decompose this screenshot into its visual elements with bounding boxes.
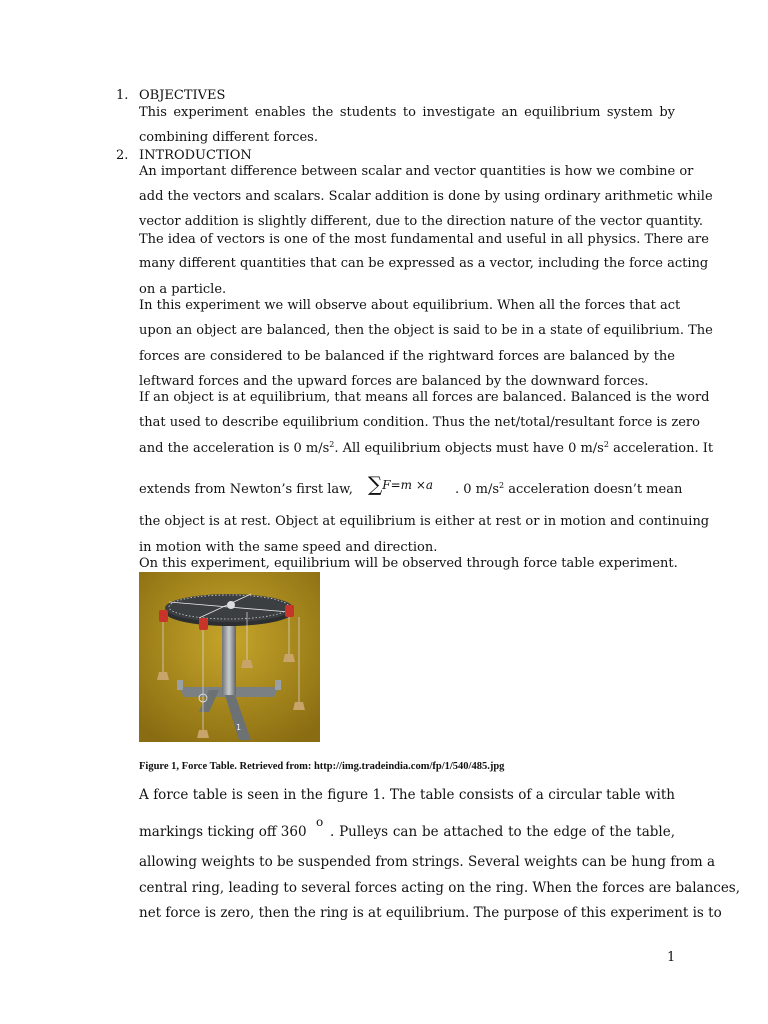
figure-caption: Figure 1, Force Table. Retrieved from: http://img.tradeindia.com/fp/1/540/485.jpg — [139, 761, 505, 772]
intro-p1-line-3: vector addition is slightly different, due to the direction nature of the vector quantity. — [139, 214, 704, 229]
figure-label: 1 — [236, 723, 242, 732]
intro-p2-line-3: on a particle. — [139, 282, 227, 297]
force-table-figure — [139, 572, 320, 742]
section-2-number: 2. — [116, 148, 129, 163]
objectives-line-2: combining different forces. — [139, 130, 318, 145]
intro-p4-line-6: in motion with the same speed and direction. — [139, 540, 438, 555]
intro-p3-line-3: forces are considered to be balanced if the rightward forces are balanced by the — [139, 349, 675, 364]
force-table-line-2b: . Pulleys can be attached to the edge of the table, — [330, 824, 675, 840]
section-2-heading: INTRODUCTION — [139, 148, 252, 163]
page-number: 1 — [667, 950, 676, 965]
intro-p4-line-5: the object is at rest. Object at equilibrium is either at rest or in motion and continuing — [139, 514, 710, 529]
objectives-line-1: This experiment enables the students to investigate an equilibrium system by — [139, 105, 675, 120]
pulley-right — [285, 605, 294, 617]
section-1-heading: OBJECTIVES — [139, 88, 226, 103]
newton-formula: ∑F=m ×a — [368, 472, 434, 496]
intro-p4-line-4a: extends from Newton’s first law, — [139, 482, 353, 497]
intro-p1-line-1: An important difference between scalar and vector quantities is how we combine or — [139, 164, 694, 179]
pulley-front — [199, 618, 208, 630]
intro-p4-line-1: If an object is at equilibrium, that means all forces are balanced. Balanced is the word — [139, 390, 710, 405]
intro-p3-line-2: upon an object are balanced, then the object is said to be in a state of equilibrium. The — [139, 323, 713, 338]
force-table-line-4: central ring, leading to several forces acting on the ring. When the forces are balances, — [139, 880, 741, 896]
intro-p4-line-4b: . 0 $m/s^2$ acceleration doesn’t mean — [455, 481, 683, 497]
intro-p1-line-2: add the vectors and scalars. Scalar addition is done by using ordinary arithmetic while — [139, 189, 713, 204]
force-table-line-5: net force is zero, then the ring is at equilibrium. The purpose of this experiment is to — [139, 905, 722, 921]
intro-p5: On this experiment, equilibrium will be observed through force table experiment. — [139, 556, 678, 571]
intro-p2-line-1: The idea of vectors is one of the most fundamental and useful in all physics. There are — [139, 232, 709, 247]
section-1-number: 1. — [116, 88, 129, 103]
degree-symbol: o — [316, 815, 324, 829]
force-table-line-2a: markings ticking off 360 — [139, 824, 307, 840]
intro-p4-line-3: and the acceleration is 0 $m/s^2$. All equilibrium objects must have 0 $m/s^2$ acceleration. It — [139, 440, 714, 456]
intro-p3-line-1: In this experiment we will observe about equilibrium. When all the forces that act — [139, 298, 681, 313]
force-table-line-3: allowing weights to be suspended from strings. Several weights can be hung from a — [139, 854, 716, 870]
intro-p2-line-2: many different quantities that can be expressed as a vector, including the force acting — [139, 256, 709, 271]
force-table-line-1: A force table is seen in the figure 1. The table consists of a circular table with — [139, 787, 675, 803]
intro-p4-line-2: that used to describe equilibrium condition. Thus the net/total/resultant force is zero — [139, 415, 700, 430]
pulley-left — [159, 610, 168, 622]
intro-p3-line-4: leftward forces and the upward forces are balanced by the downward forces. — [139, 374, 649, 389]
